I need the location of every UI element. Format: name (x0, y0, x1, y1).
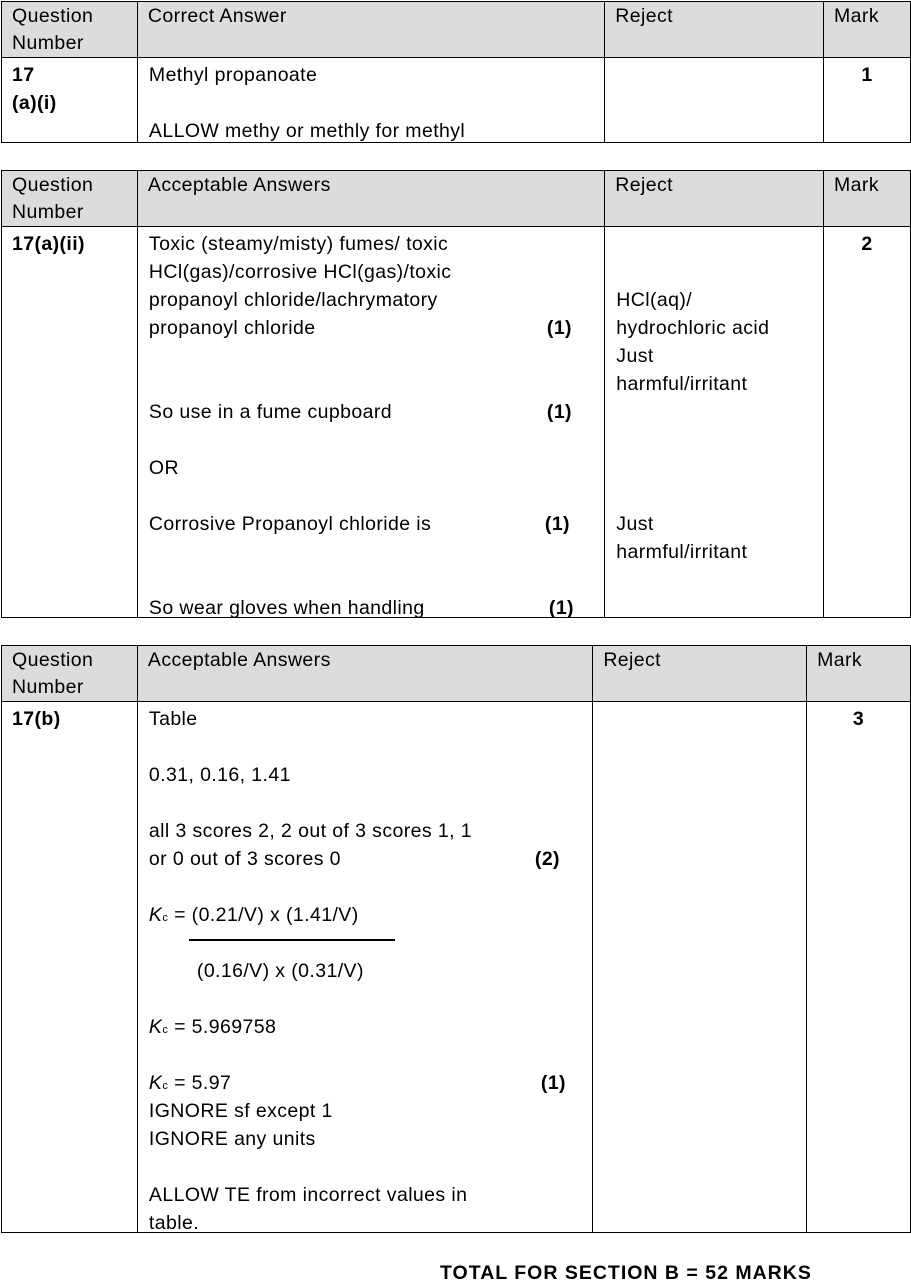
header-reject: Reject (605, 171, 824, 227)
answer-mark: (2) (534, 848, 560, 870)
answer-mark: (1) (540, 1072, 566, 1094)
kc-numerator: = (0.21/V) x (1.41/V) (168, 904, 359, 926)
reject-line: Just (616, 513, 654, 535)
reject-line: harmful/irritant (616, 373, 748, 395)
answer-line: HCl(gas)/corrosive HCl(gas)/toxic (148, 261, 452, 283)
kc-denominator: (0.16/V) x (0.31/V) (196, 960, 364, 982)
question-number: 17(b) (12, 708, 61, 730)
reject-line: HCl(aq)/ (616, 289, 693, 311)
answer-line: all 3 scores 2, 2 out of 3 scores 1, 1 (148, 820, 472, 842)
answer-line: So use in a fume cupboard (148, 401, 392, 423)
answer-cell (137, 702, 592, 1233)
mark-value: 2 (861, 233, 873, 255)
header-correct-answer: Correct Answer (137, 2, 604, 58)
reject-line: Just (616, 345, 654, 367)
header-acceptable-answers: Acceptable Answers (137, 171, 604, 227)
header-question-number: Question Number (2, 2, 138, 58)
answer-mark: (1) (546, 317, 572, 339)
answer-line: propanoyl chloride/lachrymatory (148, 289, 438, 311)
answer-cell (137, 58, 604, 143)
answer-line: or 0 out of 3 scores 0 (148, 848, 341, 870)
reject-line: hydrochloric acid (616, 317, 770, 339)
answer-line: IGNORE sf except 1 (148, 1100, 333, 1122)
question-number: 17(a)(ii) (12, 233, 85, 255)
mark-cell (807, 702, 911, 1233)
answer-allow-note: ALLOW methy or methly for methyl (148, 120, 466, 142)
mark-value: 1 (861, 64, 873, 86)
answer-line-or: OR (148, 457, 179, 479)
header-reject: Reject (605, 2, 824, 58)
reject-cell (605, 58, 824, 143)
answer-mark: (1) (548, 597, 574, 619)
table-header-row (2, 646, 911, 702)
question-number: 17 (12, 64, 35, 86)
answer-line: 0.31, 0.16, 1.41 (148, 764, 291, 786)
answer-cell (137, 227, 604, 618)
table-header-row (2, 2, 911, 58)
header-mark: Mark (824, 171, 911, 227)
header-question-number: Question Number (2, 171, 138, 227)
header-question-number: Question Number (2, 646, 138, 702)
answer-line: IGNORE any units (148, 1128, 316, 1150)
answer-mark: (1) (546, 401, 572, 423)
markscheme-table-17aii (1, 170, 911, 618)
kc-subscript: c (162, 912, 169, 924)
answer-line: Toxic (steamy/misty) fumes/ toxic (148, 233, 449, 255)
section-total: TOTAL FOR SECTION B = 52 MARKS (440, 1262, 812, 1284)
question-number-cell (2, 227, 138, 618)
mark-cell (824, 227, 911, 618)
fraction-line (189, 939, 395, 941)
question-part: (a)(i) (12, 92, 57, 114)
reject-cell (605, 227, 824, 618)
answer-line: table. (148, 1212, 200, 1234)
table-row (2, 702, 911, 1233)
table-row (2, 227, 911, 618)
question-number-cell (2, 702, 138, 1233)
kc-expression (149, 904, 359, 929)
kc-unrounded-value: Kc = 5.969758 (148, 1016, 277, 1038)
answer-line: Corrosive Propanoyl chloride is (148, 513, 432, 535)
question-number-cell (2, 58, 138, 143)
table-row (2, 58, 911, 143)
kc-final-value: Kc = 5.97 (148, 1072, 232, 1094)
markscheme-table-17b (1, 645, 911, 1233)
answer-line: Table (148, 708, 198, 730)
markscheme-table-17ai (1, 1, 911, 143)
answer-mark: (1) (544, 513, 570, 535)
header-reject: Reject (593, 646, 807, 702)
mark-value: 3 (852, 708, 865, 730)
reject-cell (593, 702, 807, 1233)
answer-line: propanoyl chloride (148, 317, 316, 339)
table-header-row (2, 171, 911, 227)
header-mark: Mark (807, 646, 911, 702)
answer-line: ALLOW TE from incorrect values in (148, 1184, 468, 1206)
header-acceptable-answers: Acceptable Answers (137, 646, 592, 702)
header-mark: Mark (824, 2, 911, 58)
answer-line: So wear gloves when handling (148, 597, 425, 619)
answer-text: Methyl propanoate (148, 64, 318, 86)
reject-line: harmful/irritant (616, 541, 748, 563)
kc-symbol: K (148, 904, 163, 926)
mark-cell (824, 58, 911, 143)
